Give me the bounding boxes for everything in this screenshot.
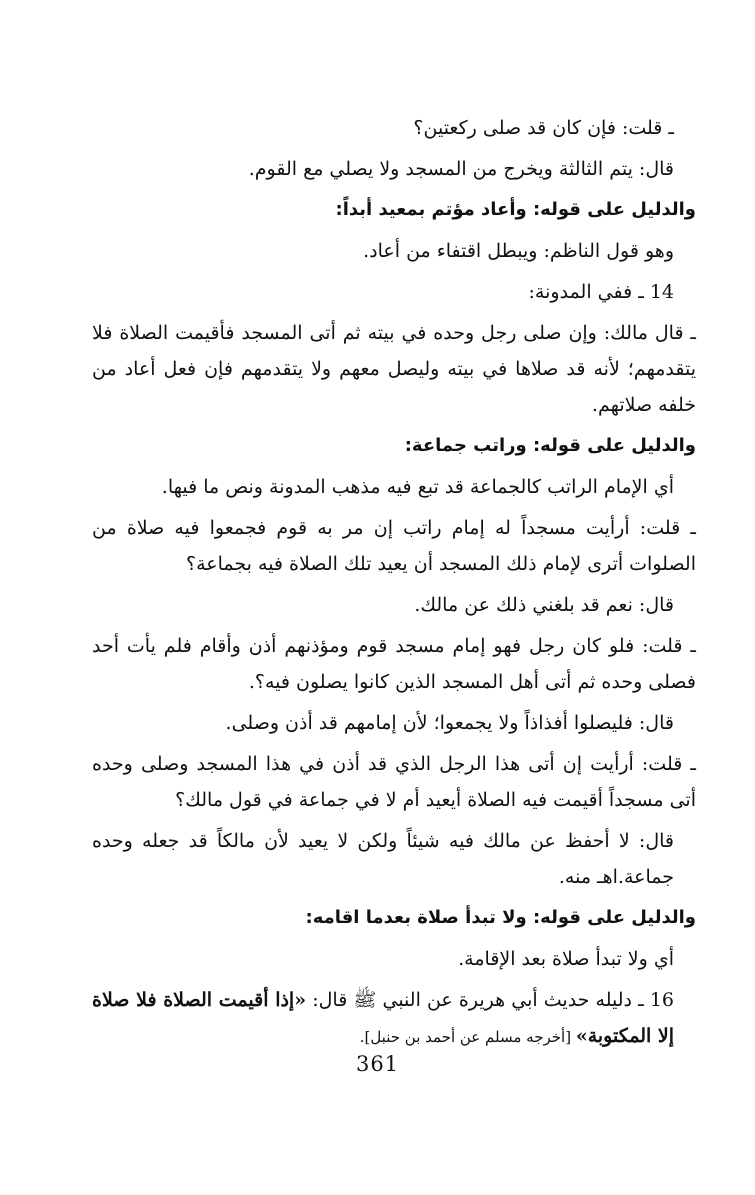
page-body — [92, 110, 696, 1060]
paragraph-answer-3: قال: فليصلوا أفذاذاً ولا يجمعوا؛ لأن إمامهم قد أذن وصلى. — [225, 712, 674, 734]
paragraph-answer-1: قال: يتم الثالثة ويخرج من المسجد ولا يصلي مع القوم. — [248, 158, 674, 180]
paragraph-hadith — [92, 982, 696, 1055]
paragraph-question-3: ـ قلت: فلو كان رجل فهو إمام مسجد قوم ومؤذنهم أذن وأقام فلم يأت أحد فصلى وحده ثم أتى أهل المسجد الذين كانوا يصلون فيه؟. — [92, 635, 696, 693]
paragraph-malik-1: ـ قال مالك: وإن صلى رجل وحده في بيته ثم أتى المسجد فأقيمت الصلاة فلا يتقدمهم؛ لأنه قد صلاها في بيته وليصل معهم ولا يتقدمهم فإن فعل أعاد من خلفه صلاتهم. — [92, 322, 696, 416]
paragraph-question-2: ـ قلت: أرأيت مسجداً له إمام راتب إن مر به قوم فجمعوا فيه صلاة من الصلوات أترى لإمام ذلك المسجد أن يعيد تلك الصلاة فيه بجماعة؟ — [92, 517, 696, 575]
hadith-reference: [أخرجه مسلم عن أحمد بن حنبل]. — [359, 1028, 576, 1046]
paragraph-answer-2: قال: نعم قد بلغني ذلك عن مالك. — [414, 594, 674, 616]
paragraph-mudawwana-ref: 14 ـ ففي المدونة: — [528, 281, 674, 303]
page-number: 361 — [355, 1052, 400, 1076]
paragraph-iqama: أي ولا تبدأ صلاة بعد الإقامة. — [458, 948, 674, 970]
hadith-quote: «إذا أقيمت الصلاة فلا صلاة إلا المكتوبة» — [92, 989, 674, 1047]
section-heading-1: والدليل على قوله: وأعاد مؤتم بمعيد أبداً: — [335, 199, 696, 220]
paragraph-answer-4: قال: لا أحفظ عن مالك فيه شيئاً ولكن لا يعيد لأن مالكاً قد جعله وحده جماعة.اهـ منه. — [92, 830, 674, 888]
paragraph-imam-ratib: أي الإمام الراتب كالجماعة قد تبع فيه مذهب المدونة ونص ما فيها. — [161, 476, 674, 498]
paragraph-nazim-quote: وهو قول الناظم: ويبطل اقتفاء من أعاد. — [363, 240, 674, 262]
paragraph-question-1: ـ قلت: فإن كان قد صلى ركعتين؟ — [413, 117, 674, 139]
section-heading-3: والدليل على قوله: ولا تبدأ صلاة بعدما اقامه: — [305, 907, 696, 928]
section-heading-2: والدليل على قوله: وراتب جماعة: — [404, 435, 696, 456]
hadith-intro: 16 ـ دليله حديث أبي هريرة عن النبي ﷺ قال: — [306, 989, 674, 1011]
paragraph-question-4: ـ قلت: أرأيت إن أتى هذا الرجل الذي قد أذن في هذا المسجد وصلى وحده أتى مسجداً أقيمت فيه الصلاة أيعيد أم لا في جماعة في قول مالك؟ — [92, 753, 696, 811]
